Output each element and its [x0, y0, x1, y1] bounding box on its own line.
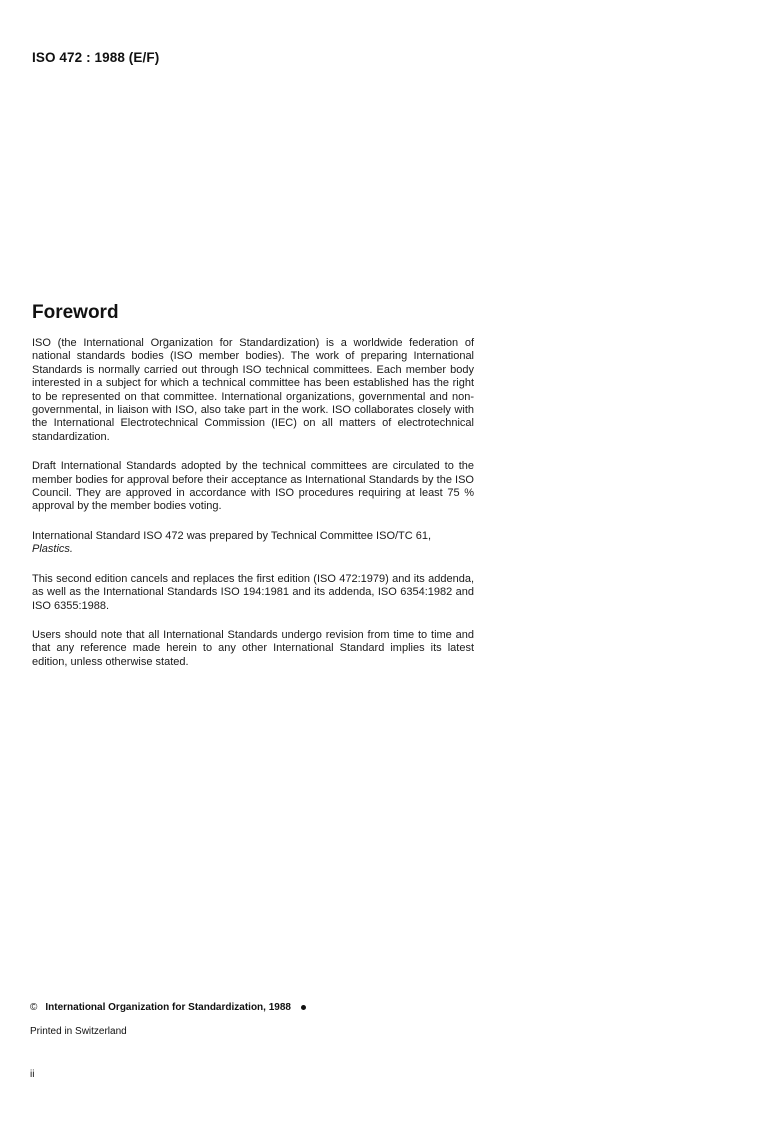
copyright-line [30, 1002, 306, 1013]
copyright-symbol: © [30, 1002, 38, 1013]
page-number: ii [30, 1069, 35, 1080]
committee-name: Plastics. [32, 543, 73, 556]
foreword-paragraph-4: This second edition cancels and replaces the first edition (ISO 472:1979) and its addenda, as well as the International Standards ISO 194:1981 and its addenda, ISO 6354:1982 and ISO 6355:1988. [32, 572, 474, 612]
foreword-paragraph-2: Draft International Standards adopted by the technical committees are circulated to the member bodies for approval before their acceptance as International Standards by the ISO Council. They are approved in accordance with ISO procedures requiring at least 75 % approval by the member bodies voting. [32, 460, 474, 513]
printed-in: Printed in Switzerland [30, 1026, 127, 1037]
foreword-body [32, 337, 474, 685]
copyright-text: International Organization for Standardization, 1988 [45, 1002, 291, 1013]
document-identifier: ISO 472 : 1988 (E/F) [32, 50, 160, 65]
foreword-paragraph-3 [32, 530, 474, 557]
foreword-paragraph-1: ISO (the International Organization for Standardization) is a worldwide federation of national standards bodies (ISO member bodies). The work of preparing International Standards is normally carried out through ISO technical committees. Each member body interested in a subject for which a technical committee has been established has the right to be represented on that committee. International organizations, governmental and non-governmental, in liaison with ISO, also take part in the work. ISO collaborates closely with the International Electrotechnical Commission (IEC) on all matters of electrotechnical standardization. [32, 337, 474, 443]
bullet-icon [301, 1005, 306, 1010]
foreword-paragraph-3-text: International Standard ISO 472 was prepared by Technical Committee ISO/TC 61, [32, 529, 432, 542]
foreword-heading: Foreword [32, 302, 119, 323]
foreword-paragraph-5: Users should note that all International Standards undergo revision from time to time and that any reference made herein to any other International Standard implies its latest edition, unless otherwise stated. [32, 628, 474, 668]
